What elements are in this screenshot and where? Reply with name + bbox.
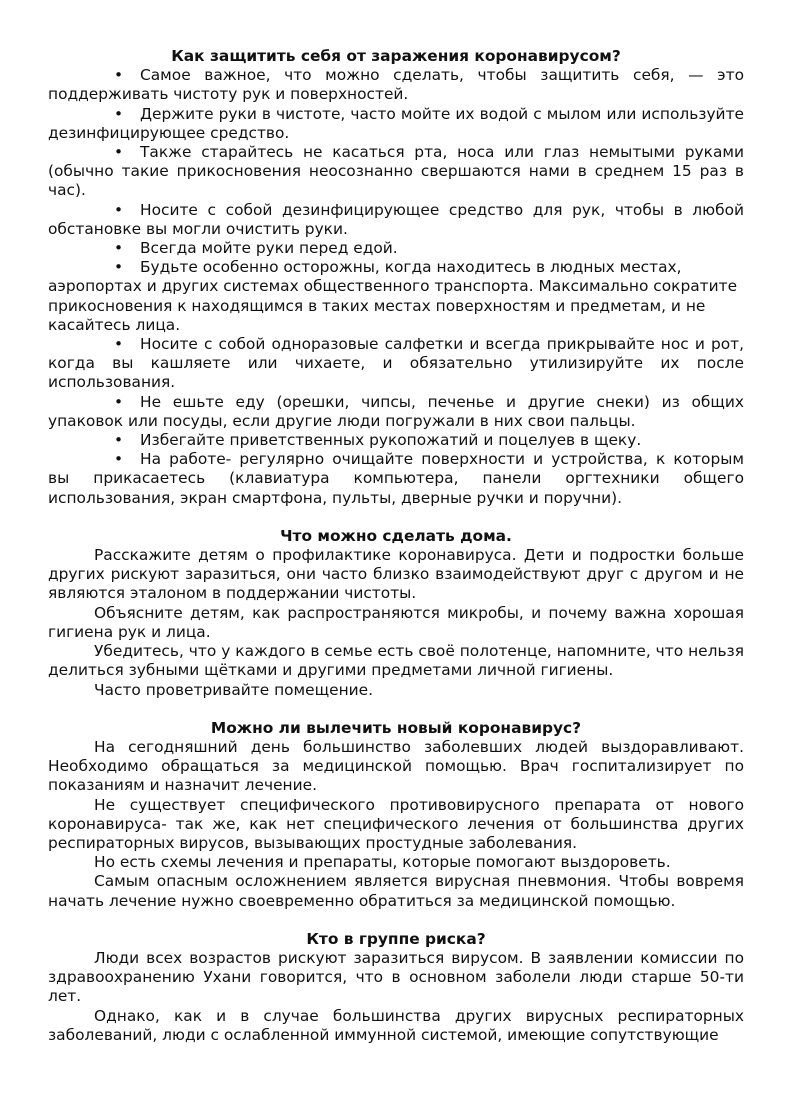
spacer: [48, 700, 744, 719]
bullet-icon: •: [114, 392, 124, 411]
section-title-protection: Как защитить себя от заражения коронавирусом?: [171, 47, 621, 65]
bullet-icon: •: [114, 335, 124, 354]
list-item: • Также старайтесь не касаться рта, носа или глаз немытыми руками (обычно такие прикосновения неосознанно свершаются нами в среднем 15 раз в час).: [48, 143, 744, 200]
list-item: • На работе- регулярно очищайте поверхности и устройства, к которым вы прикасаетесь (клавиатура компьютера, панели оргтехники общего использования, экран смартфона, пульты, дверные ручки и поручни).: [48, 450, 744, 507]
paragraph: Люди всех возрастов рискуют заразиться вирусом. В заявлении комиссии по здравоохранению Ухани говорится, что в основном заболели люди старше 50-ти лет.: [48, 948, 744, 1006]
protection-list: [48, 66, 744, 508]
paragraph: Однако, как и в случае большинства других вирусных респираторных заболеваний, люди с ослабленной иммунной системой, имеющие сопутствующие: [48, 1006, 744, 1044]
list-item: • Будьте особенно осторожны, когда находитесь в людных местах, аэропортах и других системах общественного транспорта. Максимально сократите прикосновения к находящимся в таких местах поверхностям и предметам, и не касайтесь лица.: [48, 258, 738, 334]
paragraph: Расскажите детям о профилактике коронавируса. Дети и подростки больше других рискуют заразиться, они часто близко взаимодействуют друг с другом и не являются эталоном в поддержании чистоты.: [48, 546, 744, 603]
paragraph: На сегодняшний день большинство заболевших людей выздоравливают. Необходимо обращаться за медицинской помощью. Врач госпитализирует по показаниям и назначит лечение.: [48, 737, 744, 795]
bullet-icon: •: [114, 143, 124, 162]
bullet-icon: •: [114, 239, 124, 258]
paragraph: Объясните детям, как распространяются микробы, и почему важна хорошая гигиена рук и лица.: [48, 603, 744, 641]
section-title-treatment: Можно ли вылечить новый коронавирус?: [210, 718, 582, 737]
paragraph: Но есть схемы лечения и препараты, которые помогают выздороветь.: [94, 853, 671, 872]
list-item: • Держите руки в чистоте, часто мойте их водой с мылом или используйте дезинфицирующее средство.: [48, 104, 744, 142]
spacer: [48, 911, 744, 930]
section-title-home: Что можно сделать дома.: [280, 526, 512, 545]
paragraph: Часто проветривайте помещение.: [94, 680, 374, 699]
list-item: • Всегда мойте руки перед едой.: [114, 239, 398, 258]
bullet-icon: •: [114, 200, 124, 219]
paragraph: Убедитесь, что у каждого в семье есть своё полотенце, напомните, что нельзя делиться зубными щётками и другими предметами личной гигиены.: [48, 642, 744, 680]
document-content: [48, 47, 744, 1045]
list-item: • Носите с собой дезинфицирующее средство для рук, чтобы в любой обстановке вы могли очистить руки.: [48, 200, 744, 238]
list-item: • Носите с собой одноразовые салфетки и всегда прикрывайте нос и рот, когда вы кашляете или чихаете, и обязательно утилизируйте их после использования.: [48, 335, 744, 392]
spacer: [48, 508, 744, 527]
section-title-risk-group: Кто в группе риска?: [306, 929, 486, 948]
list-item: • Избегайте приветственных рукопожатий и поцелуев в щеку.: [114, 431, 642, 450]
bullet-icon: •: [114, 450, 124, 469]
list-item: • Самое важное, что можно сделать, чтобы защитить себя, — это поддерживать чистоту рук и поверхностей.: [48, 66, 744, 104]
paragraph: Самым опасным осложнением является вирусная пневмония. Чтобы вовремя начать лечение нужно своевременно обратиться за медицинской помощью.: [48, 872, 744, 910]
bullet-icon: •: [114, 66, 124, 85]
bullet-icon: •: [114, 258, 124, 277]
paragraph: Не существует специфического противовирусного препарата от нового коронавируса- так же, как нет специфического лечения от большинства других респираторных вирусов, вызывающих простудные заболевания.: [48, 795, 744, 852]
list-item: • Не ешьте еду (орешки, чипсы, печенье и другие снеки) из общих упаковок или посуды, если другие люди погружали в них свои пальцы.: [48, 392, 744, 430]
bullet-icon: •: [114, 104, 124, 123]
bullet-icon: •: [114, 431, 124, 450]
